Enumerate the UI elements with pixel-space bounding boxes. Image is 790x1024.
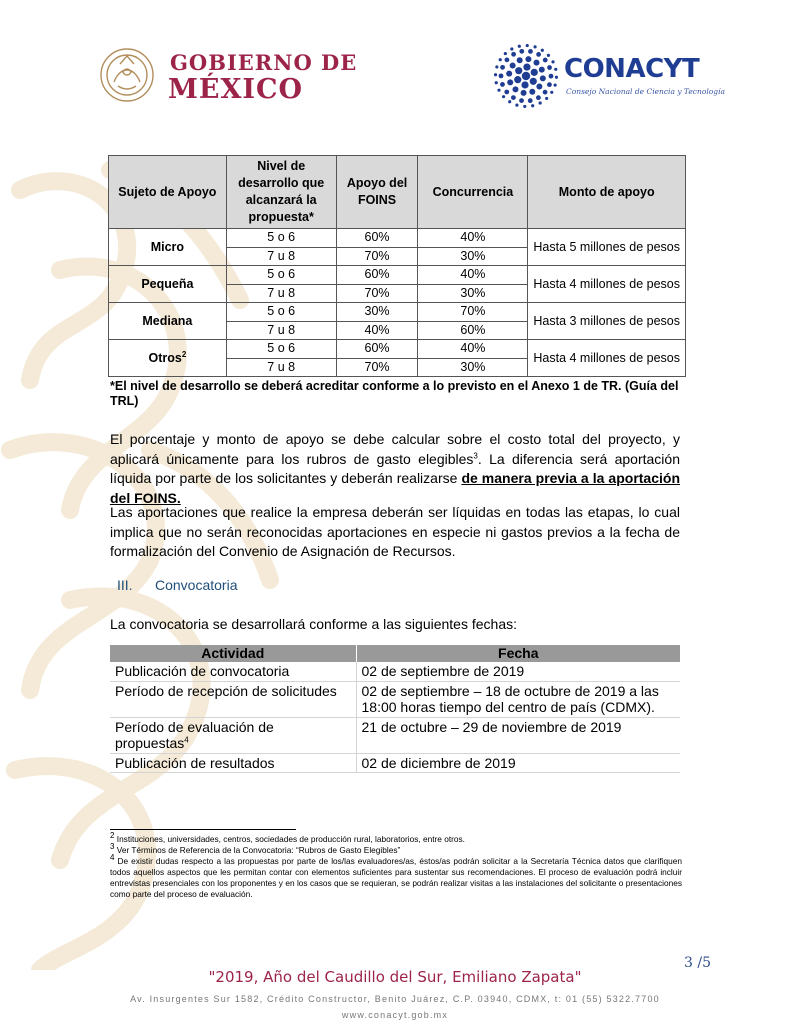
fecha-cell: 02 de septiembre de 2019	[356, 662, 680, 681]
section-number: III.	[117, 577, 133, 593]
concurrencia-cell: 40%	[418, 229, 528, 248]
footnote-text: De existir dudas respecto a las propuestas por parte de los/las evaluadores/as, éstos/as podrán solicitar a la Secretaría Técnica datos que clarifiquen todos aquellos aspectos que les permitan contar con elementos suficientes para sustentar sus recomendaciones. El proceso de evaluación podrá incluir entrevistas presenciales con los proponentes y en los casos que se requieran, se podrán realizar visitas a las instalaciones del solicitante o presentaciones como parte del proceso de evaluación.	[110, 856, 682, 899]
footnote-text: Ver Términos de Referencia de la Convocatoria: “Rubros de Gasto Elegibles”	[114, 845, 401, 855]
fecha-cell: 21 de octubre – 29 de noviembre de 2019	[356, 717, 680, 753]
table-row	[109, 266, 686, 285]
concurrencia-cell: 60%	[418, 321, 528, 340]
national-seal-icon	[96, 46, 158, 104]
actividad-cell: Período de recepción de solicitudes	[110, 681, 356, 717]
fecha-cell: 02 de diciembre de 2019	[356, 753, 680, 773]
header-apoyo: Apoyo del FOINS	[336, 156, 418, 229]
sujeto-cell: Micro	[109, 229, 227, 266]
header-nivel: Nivel de desarrollo que alcanzará la propuesta*	[226, 156, 336, 229]
header-fecha: Fecha	[356, 645, 680, 662]
nivel-cell: 7 u 8	[226, 284, 336, 303]
footnote-number: 3	[110, 842, 115, 852]
footnote-ref: 3	[473, 450, 478, 460]
conacyt-dots-icon	[494, 44, 558, 108]
header-concurrencia: Concurrencia	[418, 156, 528, 229]
footnotes	[110, 831, 682, 900]
sujeto-cell: Mediana	[109, 303, 227, 340]
paragraph-porcentaje	[110, 430, 680, 508]
concurrencia-cell: 70%	[418, 303, 528, 322]
gobierno-mexico-logo	[96, 44, 358, 106]
footnote-number: 2	[110, 831, 115, 841]
table-row	[109, 229, 686, 248]
footnote-ref: 2	[181, 349, 187, 359]
conacyt-subtitle: Consejo Nacional de Ciencia y Tecnología	[566, 87, 725, 96]
footnote-text: Instituciones, universidades, centros, sociedades de producción rural, laboratorios, entre otros.	[114, 834, 465, 844]
footnote-item	[110, 842, 682, 856]
nivel-cell: 5 o 6	[226, 229, 336, 248]
footnote-separator	[110, 829, 296, 830]
support-table-header	[109, 156, 686, 229]
actividad-cell: Publicación de resultados	[110, 753, 356, 773]
concurrencia-cell: 40%	[418, 266, 528, 285]
nivel-cell: 5 o 6	[226, 340, 336, 359]
apoyo-cell: 60%	[336, 229, 418, 248]
nivel-cell: 7 u 8	[226, 247, 336, 266]
footnote-ref: 4	[184, 735, 189, 745]
gobierno-label: GOBIERNO DE	[170, 50, 358, 75]
apoyo-cell: 70%	[336, 284, 418, 303]
table-row	[110, 753, 680, 773]
table-note: *El nivel de desarrollo se deberá acreditar conforme a lo previsto en el Anexo 1 de TR. (Guía del TRL)	[110, 379, 679, 408]
header-actividad: Actividad	[110, 645, 356, 662]
monto-cell: Hasta 3 millones de pesos	[528, 303, 686, 340]
monto-cell: Hasta 5 millones de pesos	[528, 229, 686, 266]
nivel-cell: 7 u 8	[226, 358, 336, 377]
sujeto-cell: Otros$^2$	[109, 340, 227, 377]
table-row	[110, 681, 680, 717]
monto-cell: Hasta 4 millones de pesos	[528, 266, 686, 303]
sujeto-cell: Pequeña	[109, 266, 227, 303]
section-title: Convocatoria	[155, 577, 238, 593]
table-row	[109, 340, 686, 359]
fecha-cell: 02 de septiembre – 18 de octubre de 2019 a las 18:00 horas tiempo del centro de país (CDMX).	[356, 681, 680, 717]
paragraph-convocatoria: La convocatoria se desarrollará conforme a las siguientes fechas:	[110, 616, 517, 632]
footnote-number: 4	[110, 853, 115, 863]
nivel-cell: 5 o 6	[226, 266, 336, 285]
conacyt-logo	[494, 44, 725, 110]
apoyo-cell: 40%	[336, 321, 418, 340]
apoyo-cell: 30%	[336, 303, 418, 322]
nivel-cell: 7 u 8	[226, 321, 336, 340]
paragraph-text: El porcentaje y monto de apoyo se debe calcular sobre el costo total del proyecto, y aplicará únicamente para los rubros de gasto elegibles	[110, 431, 680, 467]
monto-cell: Hasta 4 millones de pesos	[528, 340, 686, 377]
footer-website: www.conacyt.gob.mx	[341, 1010, 449, 1020]
section-heading	[117, 577, 238, 593]
dates-table	[110, 645, 680, 773]
apoyo-cell: 70%	[336, 247, 418, 266]
footer-address: Av. Insurgentes Sur 1582, Crédito Constructor, Benito Juárez, C.P. 03940, CDMX, t: 01 (55) 5322.7700	[130, 994, 660, 1004]
footnote-item	[110, 831, 682, 845]
nivel-cell: 5 o 6	[226, 303, 336, 322]
actividad-cell: Publicación de convocatoria	[110, 662, 356, 681]
concurrencia-cell: 30%	[418, 284, 528, 303]
footnote-item	[110, 853, 682, 900]
actividad-text: Período de evaluación de propuestas	[115, 718, 274, 751]
apoyo-cell: 60%	[336, 266, 418, 285]
emphasis-text: de manera previa a la aportación del FOINS.	[110, 470, 680, 506]
footer-motto: "2019, Año del Caudillo del Sur, Emiliano Zapata"	[208, 968, 582, 986]
actividad-cell	[110, 717, 356, 753]
paragraph-text: . La diferencia será aportación líquida por parte de los solicitantes y deberán realizarse	[110, 450, 680, 486]
page-number: 3 /5	[684, 955, 711, 971]
support-table	[108, 155, 686, 377]
apoyo-cell: 60%	[336, 340, 418, 359]
header-sujeto: Sujeto de Apoyo	[109, 156, 227, 229]
table-row	[109, 303, 686, 322]
paragraph-aportaciones: Las aportaciones que realice la empresa deberán ser líquidas en todas las etapas, lo cual implica que no serán reconocidas aportaciones en especie ni gastos previos a la fecha de formalización del Convenio de Asignación de Recursos.	[110, 504, 680, 559]
concurrencia-cell: 30%	[418, 247, 528, 266]
table-row	[110, 717, 680, 753]
header-monto: Monto de apoyo	[528, 156, 686, 229]
concurrencia-cell: 30%	[418, 358, 528, 377]
table-row	[110, 662, 680, 681]
mexico-label: MÉXICO	[168, 74, 304, 105]
dates-table-header	[110, 645, 680, 662]
conacyt-name: CONACYT	[564, 54, 700, 84]
apoyo-cell: 70%	[336, 358, 418, 377]
concurrencia-cell: 40%	[418, 340, 528, 359]
